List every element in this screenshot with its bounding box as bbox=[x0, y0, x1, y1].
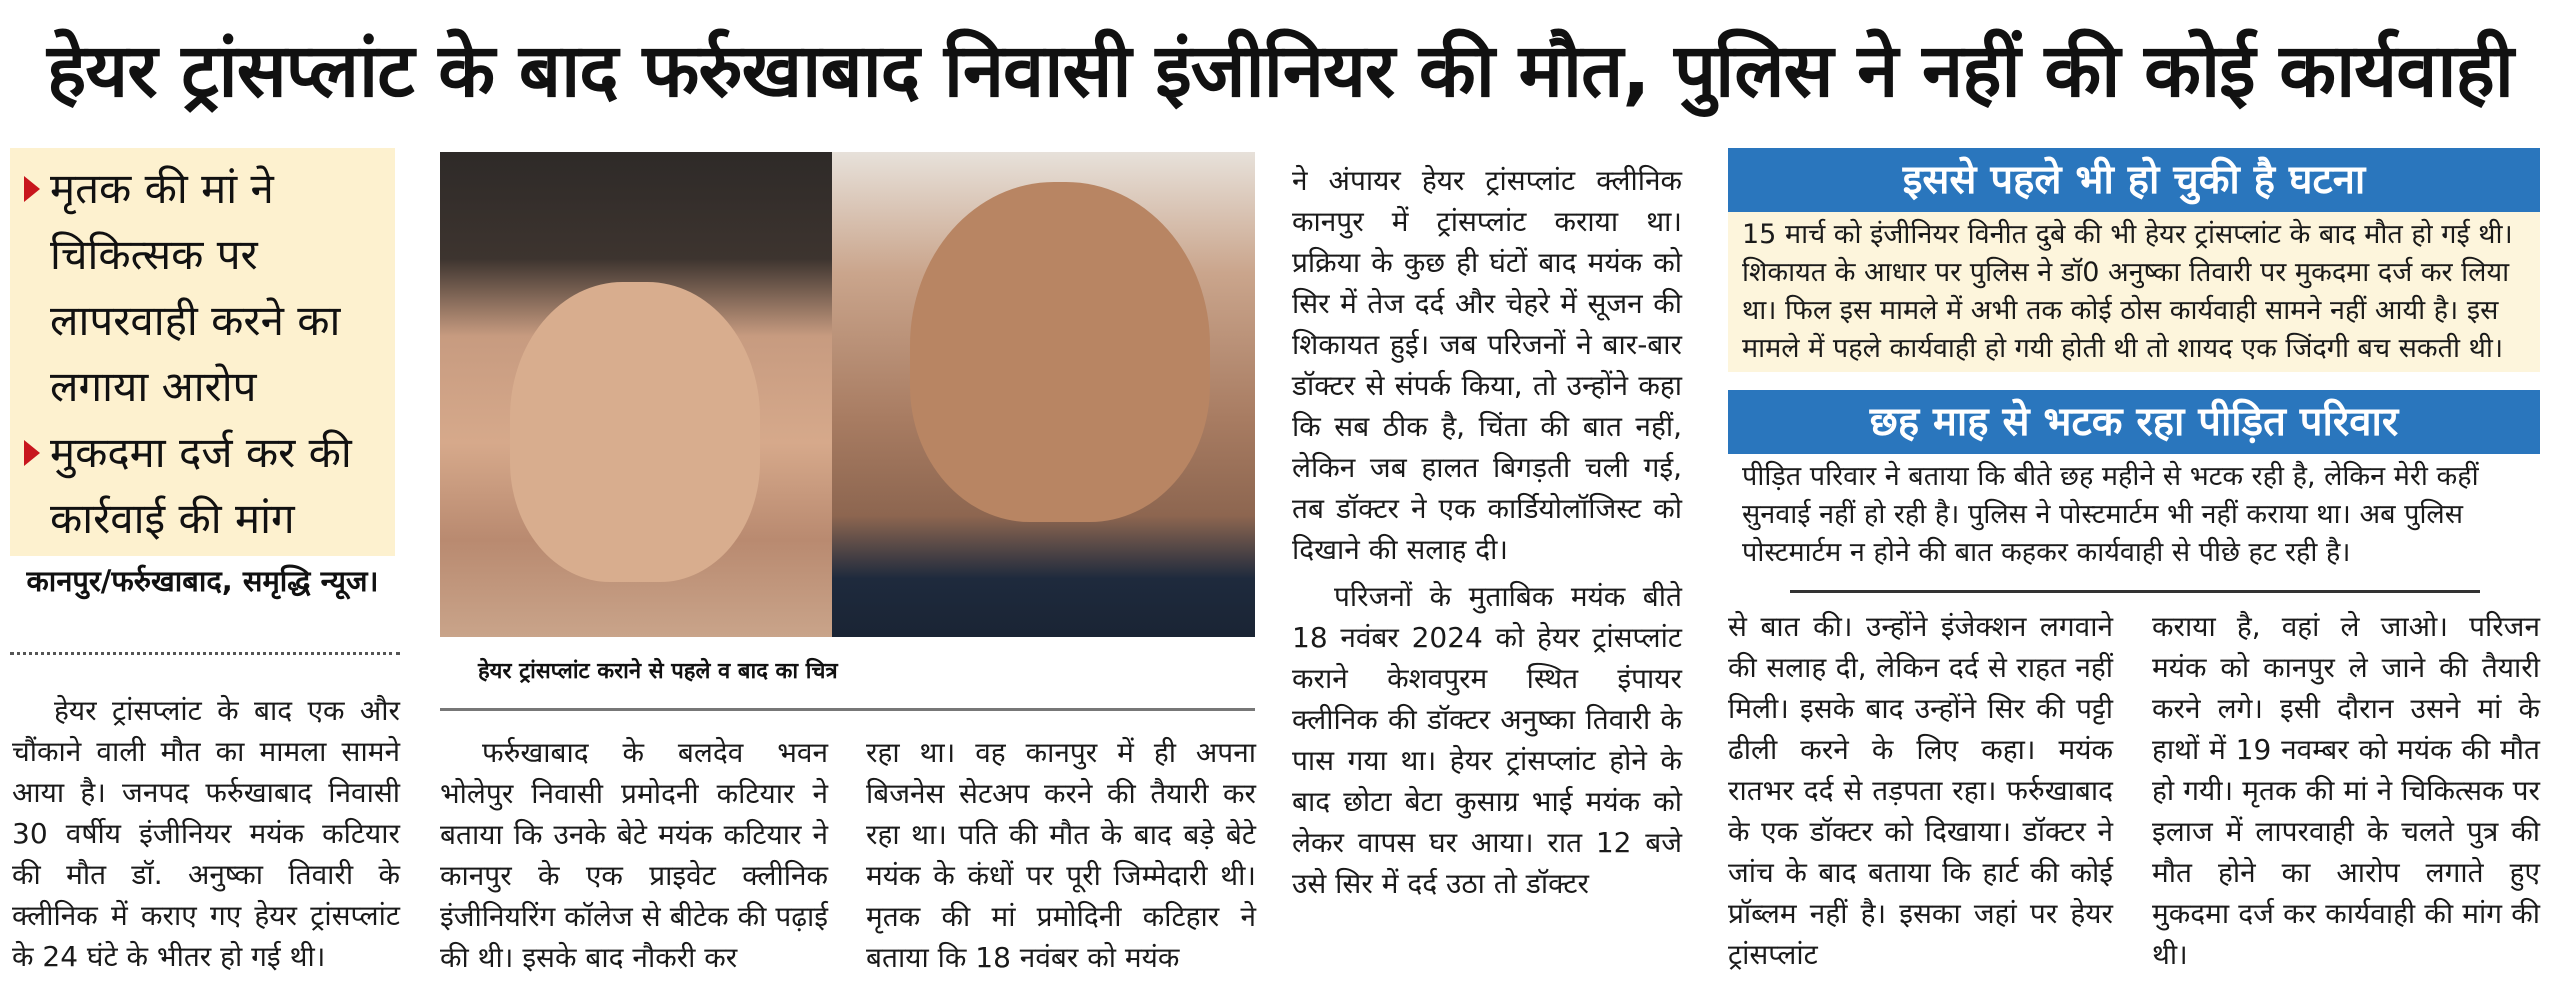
paragraph: परिजनों के मुताबिक मयंक बीते 18 नवंबर 2024 को हेयर ट्रांसप्लांट कराने केशवपुरम स्थित इंपायर क्लीनिक की डॉक्टर अनुष्का तिवारी के पास गया था। हेयर ट्रांसप्लांट होने के बाद छोटा बेटा कुसाग्र भाई मयंक को लेकर वापस घर आया। रात 12 बजे उसे सिर में दर्द उठा तो डॉक्टर bbox=[1292, 580, 1682, 900]
sidebar-box-family bbox=[1728, 390, 2540, 576]
arrow-bullet-icon bbox=[24, 176, 40, 202]
dateline: कानपुर/फर्रुखाबाद, समृद्धि न्यूज। bbox=[26, 564, 379, 598]
highlight-text: मृतक की मां ने चिकित्सक पर लापरवाही करने का लगाया आरोप bbox=[50, 164, 341, 411]
sidebar-box-earlier-incident bbox=[1728, 148, 2540, 372]
highlight-box bbox=[10, 148, 395, 556]
article-column-4 bbox=[1292, 160, 1682, 904]
box-title: छह माह से भटक रहा पीड़ित परिवार bbox=[1728, 390, 2540, 454]
dotted-divider bbox=[10, 652, 400, 655]
headline: हेयर ट्रांसप्लांट के बाद फर्रुखाबाद निवासी इंजीनियर की मौत, पुलिस ने नहीं की कोई कार्यवाही bbox=[47, 28, 2513, 114]
paragraph: फर्रुखाबाद के बलदेव भवन भोलेपुर निवासी प्रमोदनी कटियार ने बताया कि उनके बेटे मयंक कटियार ने कानपुर के एक प्राइवेट क्लीनिक इंजीनियरिंग कॉलेज से बीटेक की पढ़ाई की थी। इसके बाद नौकरी कर bbox=[440, 736, 828, 974]
section-rule bbox=[440, 708, 1255, 711]
highlight-item bbox=[10, 420, 395, 552]
before-after-photo bbox=[440, 152, 1255, 637]
article-column-6 bbox=[2152, 606, 2540, 975]
paragraph: कराया है, वहां ले जाओ। परिजन मयंक को कानपुर ले जाने की तैयारी करने लगे। इसी दौरान उसने मां के हाथों में 19 नवम्बर को मयंक की मौत हो गयी। मृतक की मां ने चिकित्सक पर इलाज में लापरवाही के चलते पुत्र की मौत होने का आरोप लगाते हुए मुकदमा दर्ज कर कार्यवाही की मांग की थी। bbox=[2152, 610, 2540, 971]
highlight-item bbox=[10, 148, 395, 420]
box-body bbox=[1728, 454, 2540, 576]
highlight-text: मुकदमा दर्ज कर की कार्रवाई की मांग bbox=[50, 428, 352, 543]
article-column-2 bbox=[440, 732, 828, 978]
photo-caption: हेयर ट्रांसप्लांट कराने से पहले व बाद का चित्र bbox=[478, 659, 838, 684]
box-body bbox=[1728, 212, 2540, 372]
box-paragraph: पीड़ित परिवार ने बताया कि बीते छह महीने से भटक रही है, लेकिन मेरी कहीं सुनवाई नहीं हो रही है। पुलिस ने पोस्टमार्टम भी नहीं कराया था। अब पुलिस पोस्टमार्टम न होने की बात कहकर कार्यवाही से पीछे हट रही है। bbox=[1742, 461, 2479, 568]
face-before bbox=[510, 282, 760, 582]
article-column-3 bbox=[866, 732, 1256, 978]
face-after bbox=[910, 182, 1210, 522]
paragraph: रहा था। वह कानपुर में ही अपना बिजनेस सेटअप करने की तैयारी कर रहा था। पति की मौत के बाद बड़े बेटे मयंक के कंधों पर पूरी जिम्मेदारी थी। मृतक की मां प्रमोदिनी कटिहार ने बताया कि 18 नवंबर को मयंक bbox=[866, 736, 1256, 974]
section-rule bbox=[1790, 590, 2480, 593]
article-column-5 bbox=[1728, 606, 2113, 975]
box-title: इससे पहले भी हो चुकी है घटना bbox=[1728, 148, 2540, 212]
arrow-bullet-icon bbox=[24, 440, 40, 466]
paragraph: ने अंपायर हेयर ट्रांसप्लांट क्लीनिक कानपुर में ट्रांसप्लांट कराया था। प्रक्रिया के कुछ ही घंटों बाद मयंक को सिर में तेज दर्द और चेहरे में सूजन की शिकायत हुई। जब परिजनों ने बार-बार डॉक्टर से संपर्क किया, तो उन्होंने कहा कि सब ठीक है, चिंता की बात नहीं, लेकिन जब हालत बिगड़ती चली गई, तब डॉक्टर ने एक कार्डियोलॉजिस्ट को दिखाने की सलाह दी। bbox=[1292, 164, 1682, 566]
article-column-1 bbox=[12, 690, 400, 977]
box-paragraph: 15 मार्च को इंजीनियर विनीत दुबे की भी हेयर ट्रांसप्लांट के बाद मौत हो गई थी। शिकायत के आधार पर पुलिस ने डॉ0 अनुष्का तिवारी पर मुकदमा दर्ज कर लिया था। फिल इस मामले में अभी तक कोई ठोस कार्यवाही सामने नहीं आयी है। इस मामले में पहले कार्यवाही हो गयी होती थी तो शायद एक जिंदगी बच सकती थी। bbox=[1742, 219, 2513, 364]
paragraph: हेयर ट्रांसप्लांट के बाद एक और चौंकाने वाली मौत का मामला सामने आया है। जनपद फर्रुखाबाद निवासी 30 वर्षीय इंजीनियर मयंक कटियार की मौत डॉ. अनुष्का तिवारी के क्लीनिक में कराए गए हेयर ट्रांसप्लांट के 24 घंटे के भीतर हो गई थी। bbox=[12, 694, 400, 973]
paragraph: से बात की। उन्होंने इंजेक्शन लगवाने की सलाह दी, लेकिन दर्द से राहत नहीं मिली। इसके बाद उन्होंने सिर की पट्टी ढीली करने के लिए कहा। मयंक रातभर दर्द से तड़पता रहा। फर्रुखाबाद के एक डॉक्टर को दिखाया। डॉक्टर ने जांच के बाद बताया कि हार्ट की कोई प्रॉब्लम नहीं है। इसका जहां पर हेयर ट्रांसप्लांट bbox=[1728, 610, 2113, 971]
